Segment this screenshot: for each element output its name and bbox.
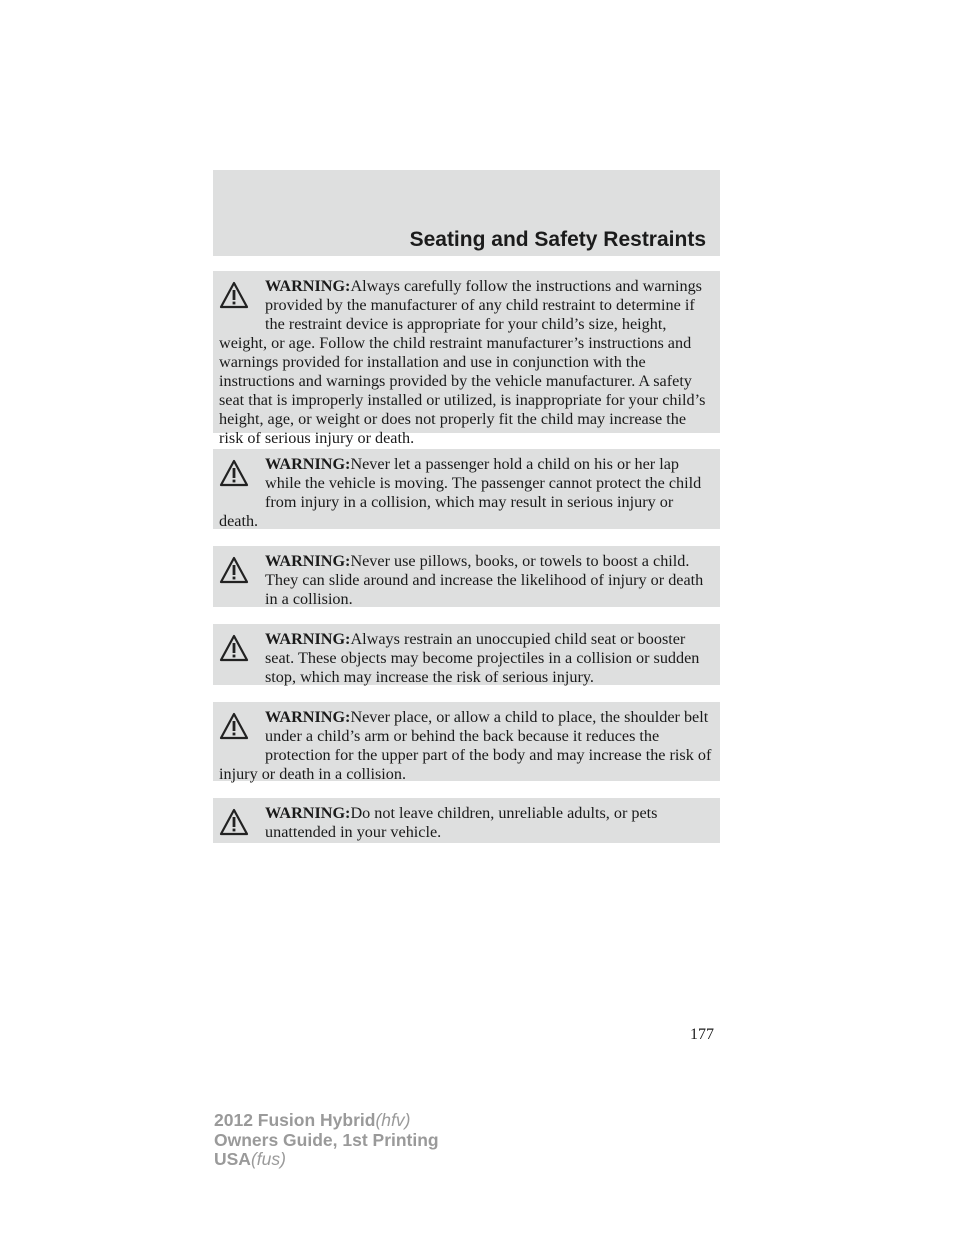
footer-line-2: Owners Guide, 1st Printing xyxy=(214,1129,439,1150)
footer-market: USA xyxy=(214,1149,251,1169)
warning-triangle-icon xyxy=(219,808,263,848)
warning-label: WARNING: xyxy=(265,630,351,648)
warning-box xyxy=(213,546,720,607)
warning-triangle-icon xyxy=(219,712,263,752)
footer-line-1 xyxy=(214,1111,439,1131)
warning-box xyxy=(213,624,720,685)
footer-market-code: (fus) xyxy=(250,1149,286,1169)
warning-text: Never place, or allow a child to place, the shoulder belt under a child’s arm or behind the back because it reduces the protection for the upper part of the body and may increase the risk of injury or death in a collision. xyxy=(219,708,712,783)
warning-text: Always carefully follow the instructions and warnings provided by the manufacturer of any child restraint to determine if the restraint device is appropriate for your child’s size, height, weight, or age. Follow the child restraint manufacturer’s instructions and warnings provided for installation and use in conjunction with the instructions and warnings provided by the vehicle manufacturer. A safety seat that is improperly installed or utilized, is inappropriate for your child’s height, age, or weight or does not properly fit the child may increase the risk of serious injury or death. xyxy=(219,277,706,447)
footer-imprint xyxy=(214,1111,439,1170)
warning-triangle-icon xyxy=(219,459,263,499)
warning-triangle-icon xyxy=(219,281,263,321)
footer-model: 2012 Fusion Hybrid xyxy=(214,1110,376,1130)
warning-text: Do not leave children, unreliable adults, or pets unattended in your vehicle. xyxy=(265,804,658,841)
warning-triangle-icon xyxy=(219,556,263,596)
warning-text: Always restrain an unoccupied child seat or booster seat. These objects may become projectiles in a collision or sudden stop, which may increase the risk of serious injury. xyxy=(265,630,700,686)
footer-model-code: (hfv) xyxy=(375,1110,411,1130)
section-title: Seating and Safety Restraints xyxy=(409,228,706,251)
warning-box xyxy=(213,702,720,781)
warning-label: WARNING: xyxy=(265,804,351,822)
warning-label: WARNING: xyxy=(265,552,351,570)
warning-text: Never use pillows, books, or towels to boost a child. They can slide around and increase the likelihood of injury or death in a collision. xyxy=(265,552,704,608)
warning-box xyxy=(213,271,720,447)
warning-box xyxy=(213,449,720,529)
warning-box xyxy=(213,798,720,843)
section-header xyxy=(213,170,720,256)
warning-label: WARNING: xyxy=(265,277,351,295)
warning-label: WARNING: xyxy=(265,708,351,726)
page-number: 177 xyxy=(690,1026,714,1043)
warning-label: WARNING: xyxy=(265,455,351,473)
warning-text: Never let a passenger hold a child on his or her lap while the vehicle is moving. The passenger cannot protect the child from injury in a collision, which may result in serious injury or death. xyxy=(219,455,702,530)
footer-line-3 xyxy=(214,1150,439,1170)
warning-triangle-icon xyxy=(219,634,263,674)
